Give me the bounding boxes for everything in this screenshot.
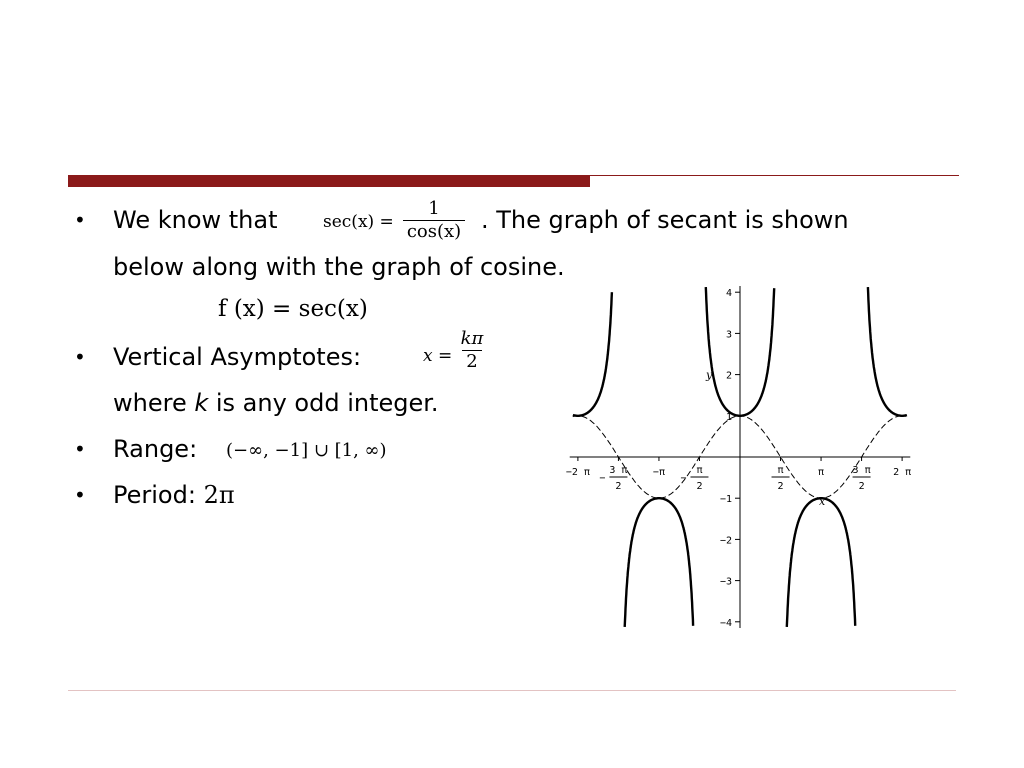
range-expression: (−∞, −1] ∪ [1, ∞) bbox=[226, 440, 387, 461]
bullet-3-text: Range: bbox=[113, 435, 198, 463]
bullet-dot: • bbox=[74, 345, 86, 369]
y-tick-label: 3 bbox=[725, 329, 732, 341]
x-tick-label-den: 2 bbox=[858, 481, 865, 492]
x-tick-label-den: 2 bbox=[615, 481, 622, 492]
footer-rule bbox=[68, 690, 956, 691]
x-tick-label: −π bbox=[652, 467, 665, 478]
fraction-numerator: 1 bbox=[428, 198, 440, 219]
x-tick-label-num: 3 π bbox=[852, 465, 871, 476]
x-tick-label-num: π bbox=[696, 465, 703, 476]
secant-cosine-graph bbox=[560, 285, 920, 630]
x-tick-label-den: 2 bbox=[696, 481, 703, 492]
header-rule bbox=[590, 175, 959, 176]
x-tick-label: 2 π bbox=[893, 467, 912, 478]
fraction-denominator: 2 bbox=[462, 350, 481, 373]
bullet-dot: • bbox=[74, 437, 86, 461]
x-tick-label-den: 2 bbox=[777, 481, 784, 492]
sec-definition-fraction bbox=[401, 198, 467, 243]
x-tick-label: −2 π bbox=[565, 467, 590, 478]
y-tick-label: 1 bbox=[725, 411, 732, 423]
bullet-dot: • bbox=[74, 208, 86, 232]
bullet-2-subtext: where k is any odd integer. bbox=[113, 389, 439, 417]
asymptote-lhs: x = bbox=[423, 346, 453, 366]
bullet-1-text-b: . The graph of secant is shown bbox=[481, 206, 849, 234]
y-tick-label: −3 bbox=[719, 576, 732, 588]
bullet-2-text: Vertical Asymptotes: bbox=[113, 343, 362, 371]
header-bar bbox=[68, 175, 590, 187]
x-tick-label-sign: − bbox=[680, 473, 687, 484]
y-tick-label: −1 bbox=[719, 494, 732, 506]
x-tick-label-num: 3 π bbox=[609, 465, 628, 476]
y-tick-label: 2 bbox=[725, 370, 732, 382]
asymptote-fraction bbox=[452, 328, 492, 373]
x-axis-label: x bbox=[819, 495, 826, 508]
secant-branch bbox=[625, 498, 693, 627]
x-tick-label-num: π bbox=[777, 465, 784, 476]
secant-branch bbox=[787, 498, 855, 627]
secant-branch bbox=[868, 287, 907, 416]
bullet-1-text-a: We know that bbox=[113, 206, 278, 234]
bullet-4-text: Period: 2π bbox=[113, 481, 235, 509]
x-tick-label: π bbox=[818, 467, 825, 478]
fraction-denominator: cos(x) bbox=[403, 220, 465, 243]
y-axis-label: y bbox=[706, 368, 713, 382]
sec-definition-lhs: sec(x) = bbox=[323, 212, 394, 232]
function-label: f (x) = sec(x) bbox=[218, 296, 368, 322]
y-tick-label: −4 bbox=[719, 617, 732, 629]
secant-branch bbox=[573, 292, 612, 416]
y-tick-label: 4 bbox=[725, 288, 732, 300]
fraction-numerator: kπ bbox=[460, 328, 484, 349]
bullet-1-text-c: below along with the graph of cosine. bbox=[113, 253, 565, 281]
x-tick-label-sign: − bbox=[599, 473, 606, 484]
y-tick-label: −2 bbox=[719, 535, 732, 547]
bullet-dot: • bbox=[74, 483, 86, 507]
